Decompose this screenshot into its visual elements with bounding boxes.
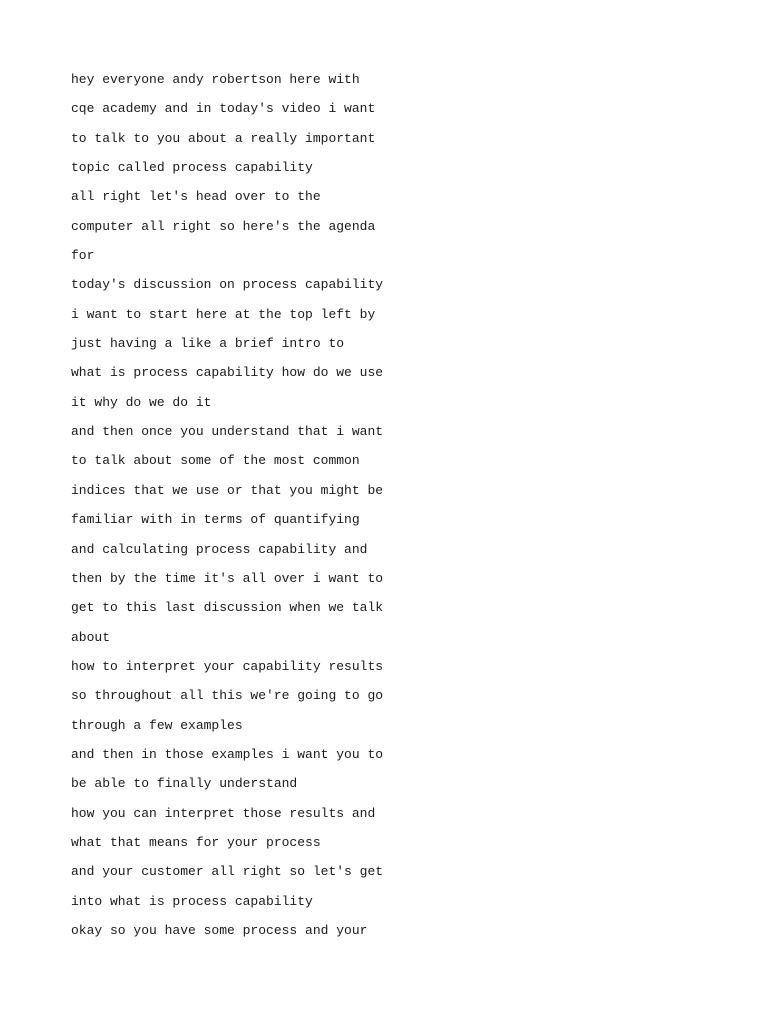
transcript-line: what that means for your process <box>71 834 321 850</box>
transcript-line: how you can interpret those results and <box>71 805 376 821</box>
transcript-line: hey everyone andy robertson here with <box>71 72 360 87</box>
transcript-line: indices that we use or that you might be <box>71 482 384 498</box>
transcript-line: okay so you have some process and your <box>71 922 368 938</box>
transcript-line: then by the time it's all over i want to <box>71 570 384 586</box>
transcript-line: familiar with in terms of quantifying <box>71 512 360 528</box>
transcript-line: and then once you understand that i want <box>71 424 384 440</box>
transcript-line: all right let's head over to the <box>71 189 321 205</box>
transcript-line: to talk about some of the most common <box>71 453 360 469</box>
transcript-line: for <box>71 248 95 264</box>
transcript-line: computer all right so here's the agenda <box>71 218 376 234</box>
transcript-line: i want to start here at the top left by <box>71 306 376 322</box>
transcript-line: topic called process capability <box>71 160 313 176</box>
transcript-line: what is process capability how do we use <box>71 365 384 381</box>
transcript-line: and calculating process capability and <box>71 541 368 557</box>
transcript-line: to talk to you about a really important <box>71 130 376 146</box>
transcript-line: how to interpret your capability results <box>71 658 384 674</box>
transcript-line: and your customer all right so let's get <box>71 864 384 880</box>
transcript-line: into what is process capability <box>71 893 313 909</box>
transcript-line: about <box>71 629 111 645</box>
transcript-line: get to this last discussion when we talk <box>71 600 384 616</box>
transcript-text <box>71 70 383 950</box>
transcript-line: it why do we do it <box>71 394 212 410</box>
transcript-line: just having a like a brief intro to <box>71 336 345 352</box>
transcript-line: cqe academy and in today's video i want <box>71 101 376 117</box>
transcript-line: and then in those examples i want you to <box>71 746 384 762</box>
transcript-line: through a few examples <box>71 717 243 733</box>
transcript-line: today's discussion on process capability <box>71 277 384 293</box>
transcript-line: so throughout all this we're going to go <box>71 688 384 704</box>
transcript-line: be able to finally understand <box>71 776 298 792</box>
